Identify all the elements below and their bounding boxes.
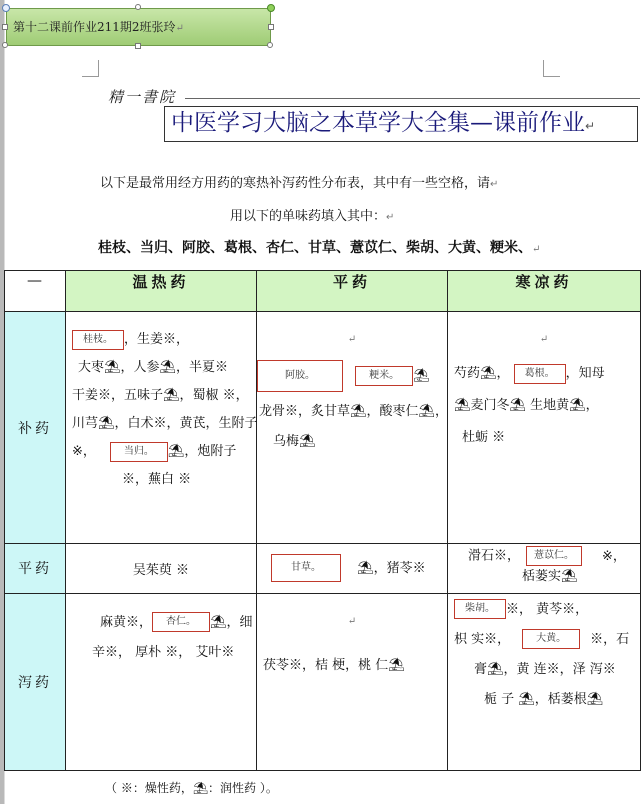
- cell-neutral-warm[interactable]: 吴茱萸 ※: [66, 544, 257, 594]
- cell-line: 乌梅⛱: [273, 434, 316, 449]
- cell-text: ※，: [602, 548, 626, 564]
- cell-text: ※，: [72, 444, 96, 459]
- paragraph-mark: ↵: [347, 615, 357, 627]
- cell-text: 枳 实※，: [454, 631, 511, 647]
- cell-purge-warm[interactable]: [66, 593, 257, 770]
- cell-line: 辛※， 厚朴 ※， 艾叶※: [92, 644, 235, 660]
- cell-text: 滑石※，: [468, 548, 521, 564]
- header-neutral[interactable]: 平药: [257, 271, 448, 312]
- cell-line: 膏⛱，黄 连※，泽 泻※: [474, 661, 616, 677]
- cell-text: ⛱，细: [210, 614, 253, 630]
- fill-box[interactable]: 粳米。: [355, 366, 413, 386]
- intro-line-1-text: 以下是最常用经方用药的寒热补泻药性分布表，其中有一些空格，请: [100, 176, 491, 191]
- cell-text: ，知母: [565, 366, 605, 381]
- cell-text: ⛱，猪苓※: [357, 560, 426, 576]
- cell-text: ※，石: [590, 631, 630, 647]
- table-header-row: [5, 271, 641, 312]
- intro-line-1: [100, 172, 498, 191]
- cell-line: 茯苓※，桔 梗，桃 仁⛱: [263, 657, 405, 673]
- cell-line: 大枣⛱，人参⛱，半夏※: [78, 360, 229, 375]
- signature: 精一書院: [108, 88, 177, 106]
- signature-underline: [185, 98, 640, 99]
- cell-text: ，生姜※，: [124, 332, 190, 347]
- resize-handle-top-left[interactable]: [2, 4, 10, 12]
- cell-text: 麻黄※，: [100, 614, 153, 630]
- table-row-tonic: [5, 312, 641, 544]
- paragraph-mark: ↵: [585, 119, 596, 133]
- cell-line: [72, 440, 250, 464]
- cell-neutral-cold[interactable]: [448, 544, 641, 594]
- fill-box[interactable]: 薏苡仁。: [526, 546, 582, 566]
- resize-handle-left[interactable]: [2, 24, 8, 30]
- paragraph-mark: ↵: [347, 334, 357, 345]
- resize-handle-right[interactable]: [268, 24, 274, 30]
- fill-box[interactable]: 当归。: [110, 442, 168, 462]
- cell-line: 杜蛎 ※: [462, 430, 506, 445]
- resize-handle-bottom[interactable]: [135, 43, 141, 49]
- cell-text: ⛱: [413, 368, 430, 384]
- rotate-handle[interactable]: [267, 4, 275, 12]
- cell-line: [454, 628, 634, 652]
- cell-line: 川芎⛱，白术※，黄芪，生附子: [72, 416, 258, 431]
- herb-property-table: [4, 270, 641, 771]
- cell-line: ※，蕪白 ※: [122, 472, 192, 487]
- cell-line: ⛱麦门冬⛱ 生地黄⛱，: [454, 398, 599, 413]
- cell-line: [454, 546, 634, 567]
- intro-line-2-text: 用以下的单味药填入其中：: [230, 209, 387, 224]
- cell-neutral-neutral[interactable]: [257, 544, 448, 594]
- cell-text: 芍药⛱，: [454, 366, 510, 381]
- herb-list-text: 桂枝、当归、阿胶、葛根、杏仁、甘草、薏苡仁、柴胡、大黄、粳米、: [98, 240, 532, 256]
- cell-tonic-neutral[interactable]: [257, 312, 448, 544]
- paragraph-mark: ↵: [490, 179, 499, 190]
- fill-box[interactable]: 甘草。: [271, 554, 341, 582]
- paragraph-mark: ↵: [175, 23, 184, 34]
- herb-list: [98, 237, 540, 257]
- cell-line: 干姜※，五味子⛱，蜀椒 ※，: [72, 388, 249, 403]
- cell-purge-neutral[interactable]: [257, 593, 448, 770]
- header-warm[interactable]: 温热药: [66, 271, 257, 312]
- cell-line: [72, 610, 253, 636]
- title-text: 中医学习大脑之本草学大全集—课前作业: [171, 110, 585, 136]
- table-corner: —: [5, 271, 66, 312]
- resize-handle-bottom-right[interactable]: [267, 42, 273, 48]
- row-label-tonic: 补药: [5, 312, 66, 544]
- margin-mark-right: [543, 60, 560, 77]
- cell-line: [263, 360, 441, 392]
- cell-line: 栀 子 ⛱，栝蒌根⛱: [484, 691, 604, 707]
- row-label-purge: 泻药: [5, 593, 66, 770]
- fill-box[interactable]: 葛根。: [514, 364, 566, 384]
- fill-box[interactable]: 大黄。: [522, 629, 580, 649]
- cell-line: [454, 598, 634, 622]
- table-row-purge: [5, 593, 641, 770]
- paragraph-mark: ↵: [532, 244, 541, 255]
- fill-box[interactable]: 桂枝。: [72, 330, 124, 350]
- cell-text: ※， 黄芩※，: [506, 601, 589, 617]
- header-textbox[interactable]: [6, 8, 271, 46]
- cell-purge-cold[interactable]: [448, 593, 641, 770]
- fill-box[interactable]: 阿胶。: [257, 360, 343, 392]
- resize-handle-bottom-left[interactable]: [2, 42, 8, 48]
- resize-handle-top[interactable]: [135, 4, 141, 10]
- paragraph-mark: ↵: [539, 334, 549, 345]
- fill-box[interactable]: 柴胡。: [454, 599, 506, 619]
- cell-tonic-cold[interactable]: [448, 312, 641, 544]
- table-row-neutral: [5, 544, 641, 594]
- row-label-neutral: 平药: [5, 544, 66, 594]
- paragraph-mark: ↵: [386, 212, 395, 223]
- header-cold[interactable]: 寒凉药: [448, 271, 641, 312]
- document-title[interactable]: [164, 106, 638, 142]
- cell-line: 龙骨※，炙甘草⛱，酸枣仁⛱，: [259, 404, 449, 419]
- fill-box[interactable]: 杏仁。: [152, 612, 210, 632]
- cell-line: [72, 328, 250, 352]
- cell-line: [454, 362, 634, 386]
- intro-line-2: [230, 205, 394, 224]
- cell-text: ⛱，炮附子: [167, 444, 237, 459]
- legend-footnote: （ ※：燥性药，⛱：润性药 ）。: [105, 781, 278, 795]
- cell-line: 栝蒌实⛱: [522, 568, 578, 584]
- header-textbox-label: 第十二课前作业211期2班张玲: [13, 20, 176, 34]
- cell-tonic-warm[interactable]: [66, 312, 257, 544]
- margin-mark-left: [82, 60, 99, 77]
